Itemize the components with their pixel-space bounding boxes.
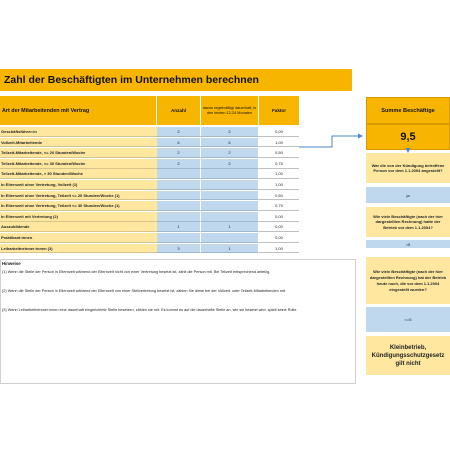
question-3: Wie viele Beschäftigte (nach der hier dargestellten Rechnung) hat der Betrieb heute noch, die vor dem 1.1.2004 eingestellt wurden? [366,257,450,304]
row-label: In Elternzeit ohne Vertretung, Vollzeit (1) [0,180,157,190]
table-row [0,148,299,158]
count-cell[interactable] [157,233,201,243]
notes-box [0,259,356,384]
table-row [0,180,299,190]
count-cell[interactable]: 2 [157,159,201,169]
factor-cell: 0,00 [259,127,299,137]
sheet-title: Zahl der Beschäftigten im Unternehmen berechnen [0,69,352,91]
factor-cell: 1,00 [259,169,299,179]
regular-cell[interactable] [201,212,259,222]
sum-value: 9,5 [366,124,450,150]
header-count: Anzahl [157,96,201,125]
row-label: Auszubildende [0,222,157,232]
regular-cell[interactable] [201,180,259,190]
spreadsheet [0,64,450,386]
row-label: In Elternzeit ohne Vertretung, Teilzeit <= 30 Stunden/Woche (1) [0,201,157,211]
regular-cell[interactable] [201,169,259,179]
count-cell[interactable] [157,169,201,179]
answer-1[interactable]: ja [366,187,450,203]
table-row [0,212,299,222]
answer-3[interactable]: <=5 [366,307,450,332]
table-row [0,222,299,232]
row-label: Teilzeit-Mitarbeitende, <= 30 Stunden/Woche [0,159,157,169]
row-label: Vollzeit-Mitarbeitende [0,138,157,148]
table-row [0,159,299,169]
factor-cell: 0,75 [259,201,299,211]
sum-label: Summe Beschäftige [366,97,450,124]
arrow-table-to-sum [299,136,362,147]
note-3: (3) Wenn Leiharbeitnehmer:innen eine dauerhaft eingerichtete Stelle besetzen, zählen sie mit. Es kommt es auf die dauerhafte Stelle an, wie sie besetzt wird, spielt keine Rolle. [2,308,298,312]
table-row [0,233,299,243]
count-cell[interactable] [157,180,201,190]
notes-heading: Hinweise [2,261,21,266]
table-row [0,169,299,179]
regular-cell[interactable]: 1 [201,244,259,254]
factor-cell: 0,50 [259,148,299,158]
row-label: Teilzeit-Mitarbeitende, <= 20 Stunden/Woche [0,148,157,158]
table-row [0,191,299,201]
result-box: Kleinbetrieb, Kündigungsschutzgesetz gilt nicht [366,336,450,375]
note-1: (1) Wenn die Stelle der Person in Elternzeit während der Elternzeit nicht von einer Vertretung besetzt ist, zählt die Person mit. Bei Teilzeit entsprechend anteilig. [2,270,271,274]
question-2: Wie viele Beschäftigte (nach der hier dargestellten Rechnung) hatte der Betrieb vor dem 1.1.2004? [366,207,450,237]
row-label: In Elternzeit mit Vertretung (2) [0,212,157,222]
regular-cell[interactable] [201,233,259,243]
count-cell[interactable]: 1 [157,222,201,232]
regular-cell[interactable]: 2 [201,148,259,158]
count-cell[interactable]: 3 [157,244,201,254]
regular-cell[interactable] [201,191,259,201]
table-row [0,201,299,211]
row-label: Teilzeit-Mitarbeitende, > 30 Stunden/Woche [0,169,157,179]
table-row [0,127,299,137]
question-1: War die von der Kündigung betroffene Person vor dem 1.1.2004 angestellt? [366,153,450,183]
header-regular: davon regelmäßig/ dauerhaft, in den letzten 12-24 Monaten [201,96,259,125]
factor-cell: 0,00 [259,222,299,232]
count-cell[interactable]: 6 [157,138,201,148]
row-label: In Elternzeit ohne Vertretung, Teilzeit <= 20 Stunden/Woche (1) [0,191,157,201]
header-factor: Faktor [259,96,299,125]
factor-cell: 0,75 [259,159,299,169]
count-cell[interactable]: 2 [157,148,201,158]
factor-cell: 0,00 [259,212,299,222]
row-label: Praktikant:innen [0,233,157,243]
count-cell[interactable] [157,191,201,201]
factor-cell: 1,00 [259,244,299,254]
count-cell[interactable] [157,212,201,222]
table-row [0,138,299,148]
regular-cell[interactable]: 2 [201,159,259,169]
count-cell[interactable]: 2 [157,127,201,137]
table-row [0,244,299,254]
factor-cell: 1,00 [259,180,299,190]
answer-2[interactable]: >5 [366,240,450,248]
factor-cell: 0,50 [259,191,299,201]
regular-cell[interactable]: 2 [201,127,259,137]
row-label: Leiharbeitnehmer:innen (3) [0,244,157,254]
regular-cell[interactable]: 6 [201,138,259,148]
regular-cell[interactable]: 1 [201,222,259,232]
factor-cell: 0,00 [259,233,299,243]
note-2: (2) Wenn die Stelle der Person in Elternzeit während der Elternzeit von einer Stellvertretung besetzt ist, zählen Sie diese bei der Vollzeit- oder Teilzeit-Mitarbeitenden mit. [2,289,286,293]
row-label: Geschäftsführer:in [0,127,157,137]
factor-cell: 1,00 [259,138,299,148]
regular-cell[interactable] [201,201,259,211]
header-type: Art der Mitarbeitenden mit Vertrag [0,96,157,125]
count-cell[interactable] [157,201,201,211]
